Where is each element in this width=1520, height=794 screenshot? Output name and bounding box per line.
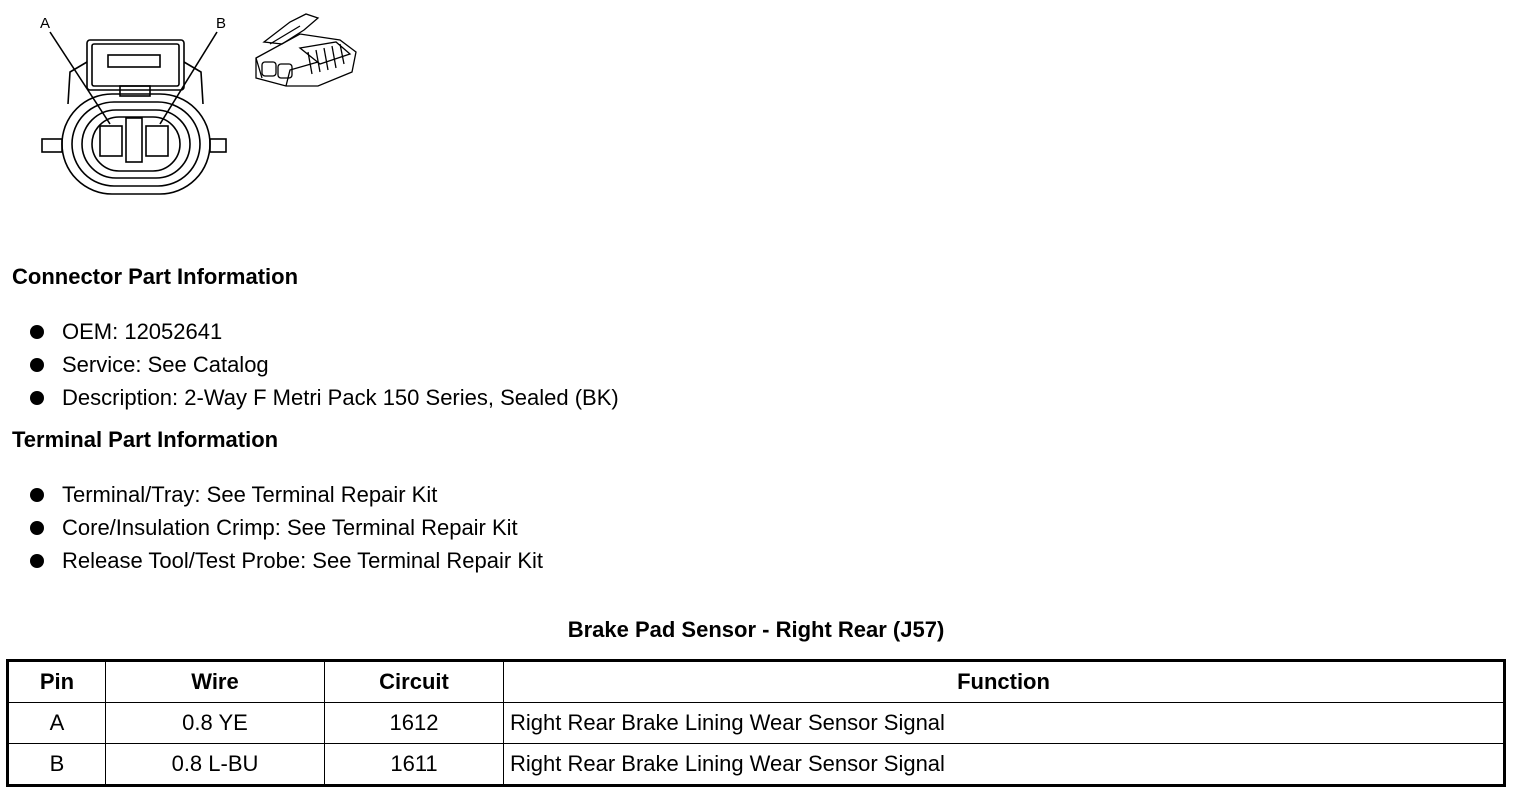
list-item xyxy=(28,381,619,414)
connector-diagram xyxy=(0,0,380,210)
cell-circuit: 1612 xyxy=(325,703,504,744)
table-row xyxy=(8,703,1505,744)
connector-iso-view xyxy=(256,14,356,86)
table-title: Brake Pad Sensor - Right Rear (J57) xyxy=(567,617,945,642)
cell-pin: B xyxy=(8,744,106,786)
list-item xyxy=(28,544,543,577)
column-header-wire: Wire xyxy=(106,661,325,703)
list-item xyxy=(28,511,543,544)
list-item xyxy=(28,478,543,511)
column-header-pin: Pin xyxy=(8,661,106,703)
leader-line-a xyxy=(50,32,110,124)
list-item xyxy=(28,348,619,381)
terminal-tray-text: Terminal/Tray: See Terminal Repair Kit xyxy=(62,482,438,507)
bullet-icon xyxy=(30,554,44,568)
column-header-circuit: Circuit xyxy=(325,661,504,703)
pin-label-b: B xyxy=(216,15,227,32)
column-header-function: Function xyxy=(504,661,1505,703)
table-header-row xyxy=(8,661,1505,703)
terminal-part-info-list xyxy=(28,478,543,577)
connector-description-text: Description: 2-Way F Metri Pack 150 Series, Sealed (BK) xyxy=(62,385,619,410)
connector-part-info-heading: Connector Part Information xyxy=(12,264,299,289)
bullet-icon xyxy=(30,488,44,502)
cell-wire: 0.8 L-BU xyxy=(106,744,325,786)
cell-circuit: 1611 xyxy=(325,744,504,786)
bullet-icon xyxy=(30,325,44,339)
cell-function: Right Rear Brake Lining Wear Sensor Signal xyxy=(504,703,1505,744)
connector-service-text: Service: See Catalog xyxy=(62,352,269,377)
bullet-icon xyxy=(30,391,44,405)
cell-function: Right Rear Brake Lining Wear Sensor Signal xyxy=(504,744,1505,786)
leader-line-b xyxy=(160,32,217,124)
terminal-crimp-text: Core/Insulation Crimp: See Terminal Repair Kit xyxy=(62,515,518,540)
connector-oem-text: OEM: 12052641 xyxy=(62,319,223,344)
cell-wire: 0.8 YE xyxy=(106,703,325,744)
pin-label-a: A xyxy=(40,15,51,32)
terminal-release-tool-text: Release Tool/Test Probe: See Terminal Repair Kit xyxy=(62,548,543,573)
bullet-icon xyxy=(30,521,44,535)
terminal-part-info-heading: Terminal Part Information xyxy=(12,427,279,452)
connector-part-info-list xyxy=(28,315,619,414)
cell-pin: A xyxy=(8,703,106,744)
table-row xyxy=(8,744,1505,786)
pinout-table xyxy=(6,659,1506,787)
list-item xyxy=(28,315,619,348)
bullet-icon xyxy=(30,358,44,372)
